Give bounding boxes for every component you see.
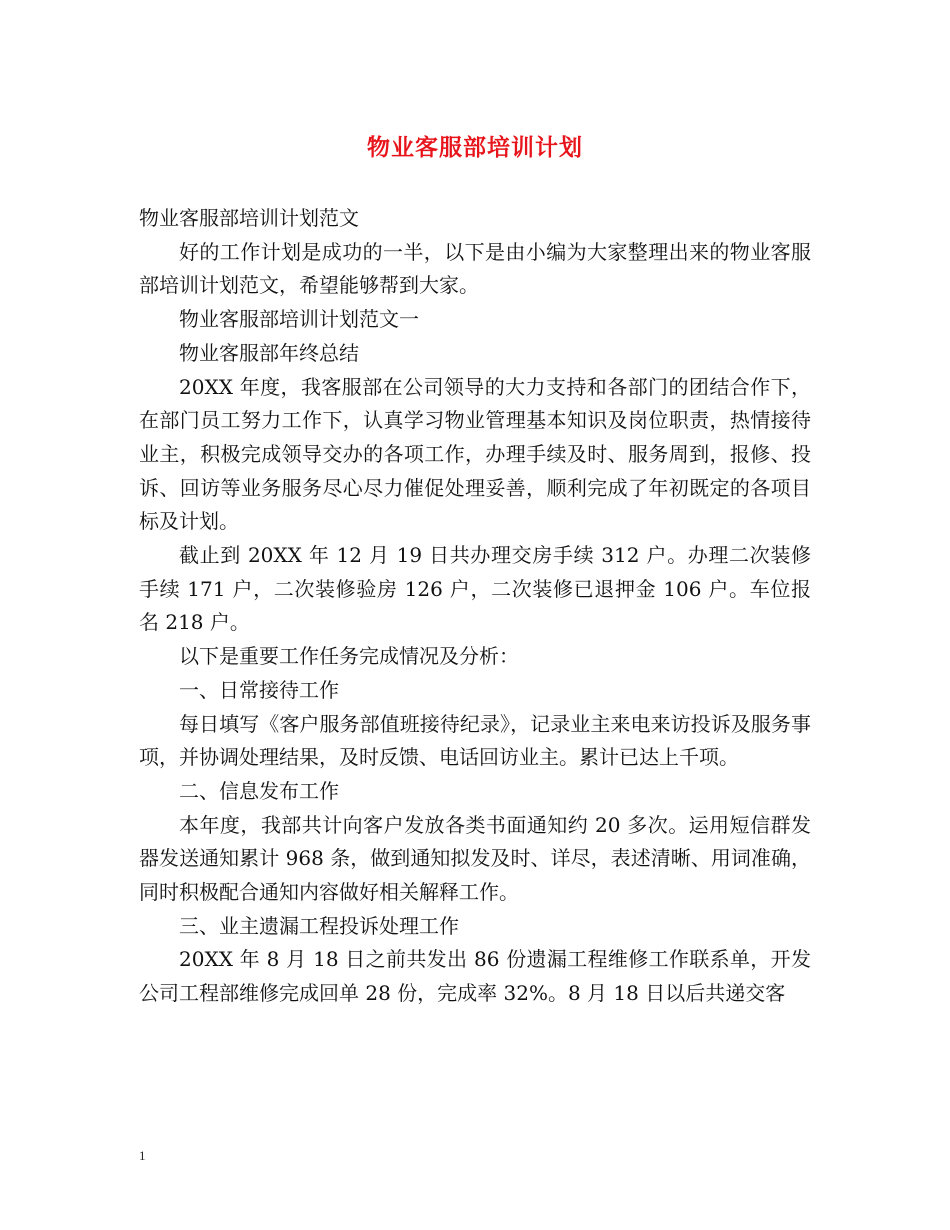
document-body bbox=[139, 202, 811, 1011]
paragraph: 截止到 20XX 年 12 月 19 日共办理交房手续 312 户。办理二次装修手续 171 户，二次装修验房 126 户，二次装修已退押金 106 户。车位报名 218 户。 bbox=[139, 543, 811, 635]
paragraph: 三、业主遗漏工程投诉处理工作 bbox=[179, 913, 459, 938]
paragraph: 一、日常接待工作 bbox=[179, 677, 339, 702]
paragraph: 好的工作计划是成功的一半，以下是由小编为大家整理出来的物业客服部培训计划范文，希望能够帮到大家。 bbox=[139, 239, 811, 298]
paragraph: 每日填写《客户服务部值班接待纪录》，记录业主来电来访投诉及服务事项，并协调处理结果，及时反馈、电话回访业主。累计已达上千项。 bbox=[139, 711, 811, 770]
paragraph: 20XX 年度，我客服部在公司领导的大力支持和各部门的团结合作下，在部门员工努力工作下，认真学习物业管理基本知识及岗位职责，热情接待业主，积极完成领导交办的各项工作，办理手续及时、服务周到，报修、投诉、回访等业务服务尽心尽力催促处理妥善，顺利完成了年初既定的各项目标及计划。 bbox=[139, 374, 811, 534]
paragraph: 物业客服部培训计划范文一 bbox=[179, 307, 419, 332]
document-title: 物业客服部培训计划 bbox=[367, 134, 583, 161]
paragraph: 物业客服部年终总结 bbox=[179, 340, 359, 365]
paragraph: 以下是重要工作任务完成情况及分析： bbox=[179, 644, 519, 669]
paragraph: 二、信息发布工作 bbox=[179, 778, 339, 803]
paragraph: 本年度，我部共计向客户发放各类书面通知约 20 多次。运用短信群发器发送通知累计 968 条，做到通知拟发及时、详尽，表述清晰、用词准确，同时积极配合通知内容做好相关解释工作。 bbox=[139, 812, 811, 905]
page-number: 1 bbox=[139, 1148, 146, 1163]
paragraph: 物业客服部培训计划范文 bbox=[139, 206, 359, 230]
paragraph: 20XX 年 8 月 18 日之前共发出 86 份遗漏工程维修工作联系单，开发公司工程部维修完成回单 28 份，完成率 32%。8 月 18 日以后共递交客 bbox=[139, 947, 811, 1006]
